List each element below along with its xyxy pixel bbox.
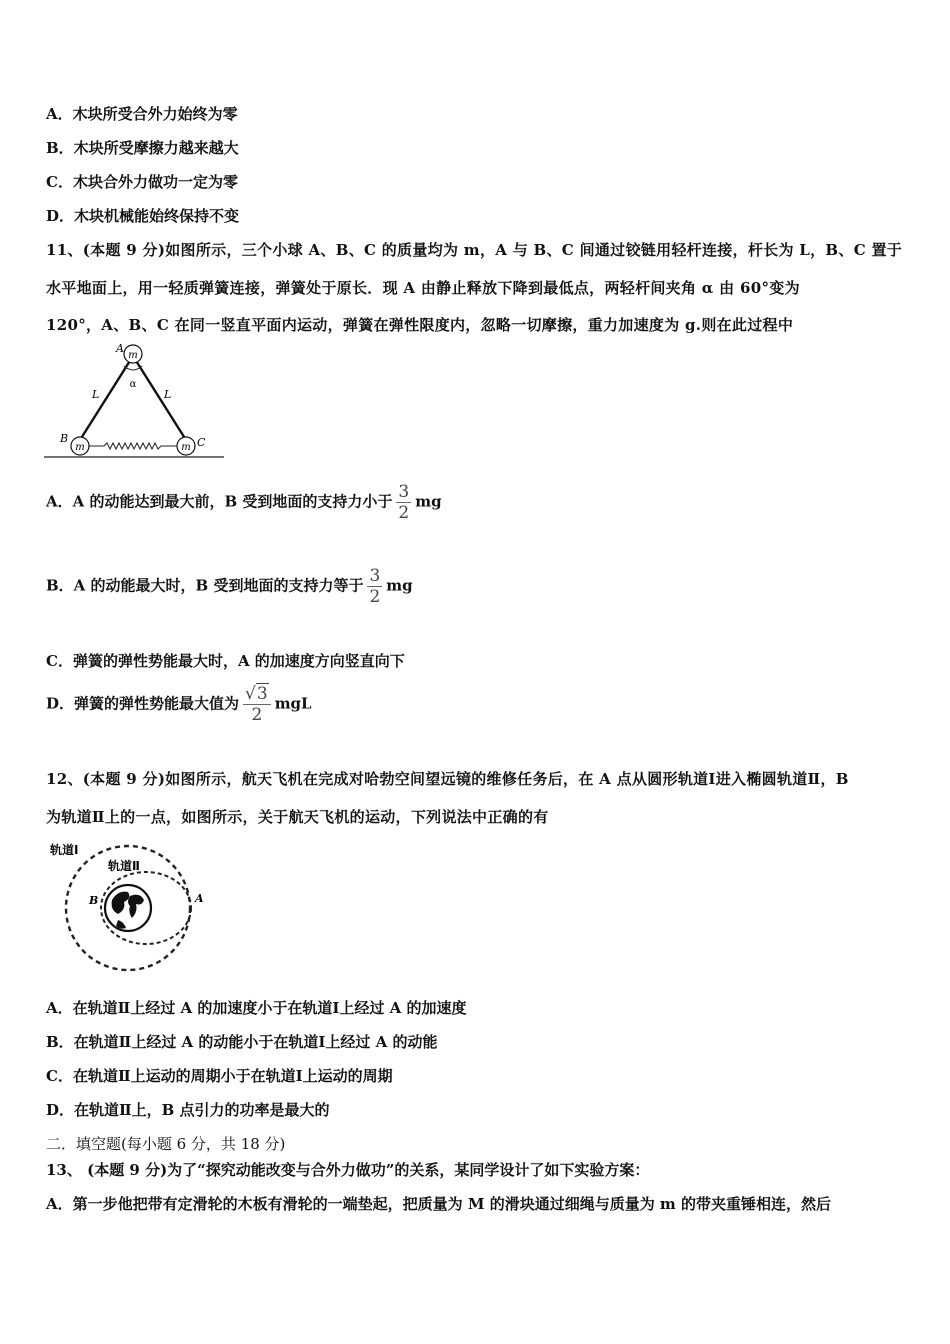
section-2-title: 二．填空题(每小题 6 分，共 18 分) xyxy=(46,1135,286,1153)
q11-fig-m-c: m xyxy=(181,442,191,453)
q11-fig-label-l-left: L xyxy=(92,388,100,401)
q11-fig-label-a: A xyxy=(116,342,124,355)
q12-figure xyxy=(48,838,218,974)
q12-stem-line2: 为轨道Ⅱ上的一点，如图所示，关于航天飞机的运动，下列说法中正确的有 xyxy=(46,808,549,826)
fraction-denominator: 2 xyxy=(251,705,263,725)
q12-fig-label-a: A xyxy=(195,892,204,905)
q12-option-d: D．在轨道Ⅱ上，B 点引力的功率是最大的 xyxy=(46,1101,330,1119)
q11-figure xyxy=(44,340,228,462)
q11-option-b xyxy=(46,566,413,607)
fraction-numerator: 3 xyxy=(398,482,410,502)
q11-option-d xyxy=(46,684,312,725)
q12-fig-label-b: B xyxy=(89,894,99,907)
q13-option-a: A．第一步他把带有定滑轮的木板有滑轮的一端垫起，把质量为 M 的滑块通过细绳与质量为 m 的带夹重锤相连，然后 xyxy=(46,1195,832,1213)
q10-option-b: B．木块所受摩擦力越来越大 xyxy=(46,139,239,157)
q11-fig-m-a: m xyxy=(128,350,138,361)
unit-mg: mg xyxy=(386,576,413,595)
q11-option-b-text: B．A 的动能最大时，B 受到地面的支持力等于 xyxy=(46,576,364,595)
q11-fig-label-alpha: α xyxy=(129,379,137,390)
q12-option-b: B．在轨道Ⅱ上经过 A 的动能小于在轨道Ⅰ上经过 A 的动能 xyxy=(46,1033,438,1051)
q12-fig-orbit2: 轨道Ⅱ xyxy=(108,859,140,873)
q12-option-c: C．在轨道Ⅱ上运动的周期小于在轨道Ⅰ上运动的周期 xyxy=(46,1067,393,1085)
fraction-3-2 xyxy=(396,482,411,523)
q11-option-a xyxy=(46,482,442,523)
sqrt-radicand: 3 xyxy=(256,684,268,704)
fraction-numerator-sqrt: √3 xyxy=(243,684,271,705)
fraction-denominator: 2 xyxy=(398,503,410,523)
q10-option-a: A．木块所受合外力始终为零 xyxy=(46,105,238,123)
q11-fig-m-b: m xyxy=(75,442,85,453)
q11-option-d-text: D．弹簧的弹性势能最大值为 xyxy=(46,694,240,713)
fraction-sqrt3-2 xyxy=(243,684,271,725)
unit-mg: mg xyxy=(415,492,442,511)
unit-mgl: mgL xyxy=(274,694,312,713)
q11-stem-line3: 120°，A、B、C 在同一竖直平面内运动，弹簧在弹性限度内，忽略一切摩擦，重力加速度为 g.则在此过程中 xyxy=(46,316,794,334)
q10-option-d: D．木块机械能始终保持不变 xyxy=(46,207,240,225)
q12-fig-orbit1: 轨道Ⅰ xyxy=(50,843,79,857)
q11-option-c: C．弹簧的弹性势能最大时，A 的加速度方向竖直向下 xyxy=(46,652,405,670)
q12-option-a: A．在轨道Ⅱ上经过 A 的加速度小于在轨道Ⅰ上经过 A 的加速度 xyxy=(46,999,467,1017)
q12-stem-line1: 12、(本题 9 分)如图所示，航天飞机在完成对哈勃空间望远镜的维修任务后，在 A 点从圆形轨道Ⅰ进入椭圆轨道Ⅱ，B xyxy=(46,770,849,788)
q11-stem-line2: 水平地面上，用一轻质弹簧连接，弹簧处于原长．现 A 由静止释放下降到最低点，两轻杆间夹角 α 由 60°变为 xyxy=(46,279,800,297)
q11-fig-label-l-right: L xyxy=(164,388,172,401)
q11-option-a-text: A．A 的动能达到最大前，B 受到地面的支持力小于 xyxy=(46,492,393,511)
q13-stem: 13、 (本题 9 分)为了“探究动能改变与合外力做功”的关系，某同学设计了如下实验方案： xyxy=(46,1161,650,1179)
q11-fig-label-b: B xyxy=(60,432,69,445)
fraction-numerator: 3 xyxy=(369,566,381,586)
q10-option-c: C．木块合外力做功一定为零 xyxy=(46,173,238,191)
q11-fig-label-c: C xyxy=(197,436,206,449)
q11-stem-line1: 11、(本题 9 分)如图所示，三个小球 A、B、C 的质量均为 m，A 与 B、C 间通过铰链用轻杆连接，杆长为 L，B、C 置于 xyxy=(46,241,903,259)
fraction-denominator: 2 xyxy=(369,587,381,607)
fraction-3-2 xyxy=(367,566,382,607)
